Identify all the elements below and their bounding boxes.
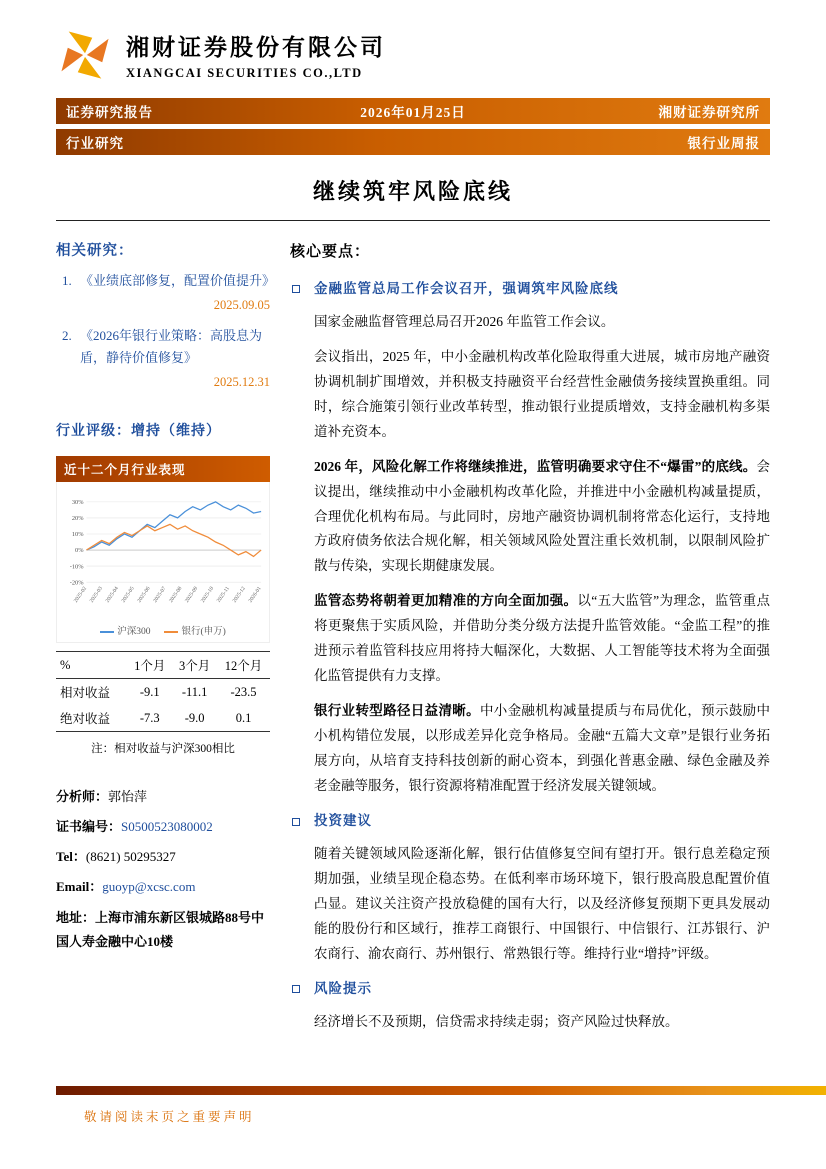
industry-rating: 行业评级：增持（维持）	[56, 424, 221, 439]
section-heading	[290, 277, 770, 302]
svg-text:2025-09: 2025-09	[184, 585, 200, 604]
table-cell: -9.0	[184, 710, 205, 725]
related-item-number: 2.	[62, 327, 72, 343]
paragraph-text: 以“五大监管”为理念，监管重点将更聚焦于实质风险，并借助分类分级方法提升监管效能。“金监工程”的推进预示着监管科技应用将持大幅深化，大数据、人工智能等技术将为全面强化监管提供有力支撑。	[314, 593, 771, 684]
paragraph	[314, 1010, 770, 1035]
company-name-block	[126, 29, 386, 81]
table-header: 1个月	[127, 652, 172, 679]
address-label: 地址：	[56, 910, 96, 926]
brand	[56, 26, 770, 84]
table-header: 3个月	[172, 652, 217, 679]
main-content	[290, 239, 770, 1045]
email-label: Email：	[56, 879, 103, 895]
paragraph-lead: 银行业转型路径日益清晰。	[314, 703, 480, 719]
svg-text:2025-04: 2025-04	[104, 585, 120, 604]
section-heading-text: 投资建议	[314, 813, 372, 829]
svg-text:-10%: -10%	[69, 563, 84, 571]
research-category-label: 行业研究	[66, 136, 124, 151]
chart-legend	[59, 621, 267, 642]
svg-text:20%: 20%	[71, 515, 84, 523]
report-date: 2026年01月25日	[360, 105, 466, 120]
table-row	[56, 705, 270, 732]
sidebar	[56, 239, 276, 1045]
research-institute-label: 湘财证券研究所	[658, 105, 760, 120]
analyst-block	[56, 786, 270, 954]
svg-text:-20%: -20%	[69, 579, 84, 587]
email-line	[56, 876, 270, 895]
cert-number: S0500523080002	[121, 819, 213, 835]
square-bullet-icon	[292, 285, 300, 293]
list-item[interactable]	[56, 270, 276, 317]
paragraph-text: 随着关键领域风险逐渐化解，银行估值修复空间有望打开。银行息差稳定预期加强，业绩呈现企稳态势。在低利率市场环境下，银行股高股息配置价值凸显。建议关注资产投放稳健的国有大行，以及经济修复预期下更具发展动能的股份行和区域行，推荐工商银行、中国银行、中信银行、江苏银行、沪农商行、渝农商行、苏州银行、常熟银行等。维持行业“增持”评级。	[314, 846, 770, 961]
paragraph	[314, 842, 770, 967]
company-name-cn: 湘财证券股份有限公司	[126, 35, 386, 60]
paragraph	[314, 345, 770, 445]
section-body	[314, 310, 770, 799]
company-name-en: XIANGCAI SECURITIES CO.,LTD	[126, 66, 363, 80]
svg-text:30%: 30%	[71, 499, 84, 507]
email-link[interactable]: guoyp@xcsc.com	[102, 879, 196, 895]
svg-text:2025-03: 2025-03	[88, 585, 104, 604]
paragraph	[314, 589, 770, 689]
table-header-row	[56, 652, 270, 679]
svg-text:2025-12: 2025-12	[231, 585, 247, 604]
table-note: 注：相对收益与沪深300相比	[91, 743, 235, 756]
svg-text:2025-05: 2025-05	[120, 585, 136, 604]
title-divider	[56, 220, 770, 221]
table-row	[56, 679, 270, 706]
address-line	[56, 906, 270, 954]
performance-chart-svg	[59, 486, 267, 621]
tel-line	[56, 846, 270, 865]
svg-text:2025-02: 2025-02	[72, 585, 89, 604]
svg-text:2025-10: 2025-10	[199, 585, 216, 604]
paragraph	[314, 699, 770, 799]
related-item-number: 1.	[62, 273, 72, 288]
table-cell: 绝对收益	[60, 712, 111, 727]
analyst-label: 分析师：	[56, 789, 109, 805]
footer-gradient-bar	[56, 1086, 826, 1095]
performance-chart	[56, 482, 270, 643]
paragraph-lead: 2026 年，风险化解工作将继续推进，监管明确要求守住不“爆雷”的底线。	[314, 458, 757, 474]
list-item[interactable]	[56, 325, 270, 394]
svg-text:2026-01: 2026-01	[247, 585, 263, 604]
section-heading	[290, 977, 770, 1002]
paragraph-text: 国家金融监督管理总局召开2026 年监管工作会议。	[314, 313, 615, 329]
table-header: %	[56, 652, 127, 679]
cert-line	[56, 816, 270, 835]
related-item-title[interactable]: 《2026年银行业策略：高股息为盾，静待价值修复》	[80, 327, 263, 366]
related-research-title: 相关研究：	[56, 243, 134, 259]
svg-text:2025-11: 2025-11	[215, 585, 231, 604]
related-item-body	[80, 325, 270, 394]
square-bullet-icon	[292, 985, 300, 993]
header-bar-secondary	[56, 129, 770, 155]
report-header	[56, 26, 770, 221]
page-title: 继续筑牢风险底线	[312, 179, 513, 204]
table-cell: 0.1	[235, 710, 252, 725]
table-cell: -7.3	[139, 710, 160, 725]
performance-chart-title: 近十二个月行业表现	[56, 456, 270, 482]
section-heading	[290, 809, 770, 834]
performance-table	[56, 651, 270, 732]
report-series-label: 银行业周报	[687, 136, 760, 151]
table-cell: -11.1	[181, 684, 208, 699]
table-cell: 相对收益	[60, 686, 111, 701]
address-text: 上海市浦东新区银城路88号中国人寿金融中心10楼	[56, 910, 265, 950]
related-item-date: 2025.09.05	[213, 297, 270, 312]
section-heading-text: 风险提示	[314, 980, 372, 996]
paragraph-text: 经济增长不及预期，信贷需求持续走弱；资产风险过快释放。	[314, 1013, 679, 1029]
svg-text:0%: 0%	[75, 547, 84, 555]
cert-label: 证书编号：	[56, 819, 122, 835]
related-item-title[interactable]: 《业绩底部修复，配置价值提升》	[80, 273, 276, 288]
report-type-label: 证券研究报告	[66, 105, 153, 120]
analyst-name: 郭怡萍	[108, 789, 148, 805]
section-body	[314, 1010, 770, 1035]
table-cell: -23.5	[230, 684, 257, 699]
tel-label: Tel：	[56, 849, 86, 865]
table-header: 12个月	[217, 652, 270, 679]
tel-number: (8621) 50295327	[85, 849, 176, 865]
table-cell: -9.1	[139, 684, 160, 699]
related-item-date: 2025.12.31	[213, 375, 270, 390]
svg-text:2025-06: 2025-06	[136, 585, 152, 604]
legend-item: 银行(申万)	[164, 623, 225, 637]
header-bar-primary	[56, 98, 770, 124]
svg-text:2025-08: 2025-08	[168, 585, 184, 604]
paragraph-text: 中小金融机构减量提质与布局优化，预示鼓励中小机构错位发展，以形成差异化竞争格局。金融“五篇大文章”是银行业务拓展方向，从培育支持科技创新的耐心资本，到强化普惠金融、绿色金融及养老金融等服务，银行资源将精准配置于经济发展关键领域。	[314, 703, 770, 794]
svg-text:2025-07: 2025-07	[152, 585, 168, 604]
footer-disclaimer: 敬请阅读末页之重要声明	[84, 1110, 255, 1124]
section-body	[314, 842, 770, 967]
paragraph-text: 会议提出，继续推动中小金融机构改革化险，并推进中小金融机构减量提质，合理优化机构布局。与此同时，房地产融资协调机制将常态化运行，支持地方政府债务依法合规化解，相关领域风险处置注重长效机制，以限制风险扩散与传染，实现长期健康发展。	[314, 458, 770, 574]
section-heading-text: 金融监管总局工作会议召开，强调筑牢风险底线	[314, 280, 619, 296]
company-logo	[56, 26, 114, 84]
paragraph	[314, 310, 770, 335]
paragraph-lead: 监管态势将朝着更加精准的方向全面加强。	[314, 593, 578, 609]
paragraph-text: 会议指出，2025 年，中小金融机构改革化险取得重大进展，城市房地产融资协调机制扩围增效，并积极支持融资平台经营性金融债务接续置换重组。同时，综合施策引领行业改革转型，推动银行业提质增效，支持金融机构多渠道补充资本。	[314, 348, 770, 439]
core-points-title: 核心要点：	[290, 244, 371, 260]
analyst-line	[56, 786, 270, 805]
svg-text:10%: 10%	[71, 531, 84, 539]
legend-item: 沪深300	[100, 623, 150, 637]
paragraph	[314, 455, 770, 580]
related-item-body	[80, 270, 276, 317]
square-bullet-icon	[292, 818, 300, 826]
